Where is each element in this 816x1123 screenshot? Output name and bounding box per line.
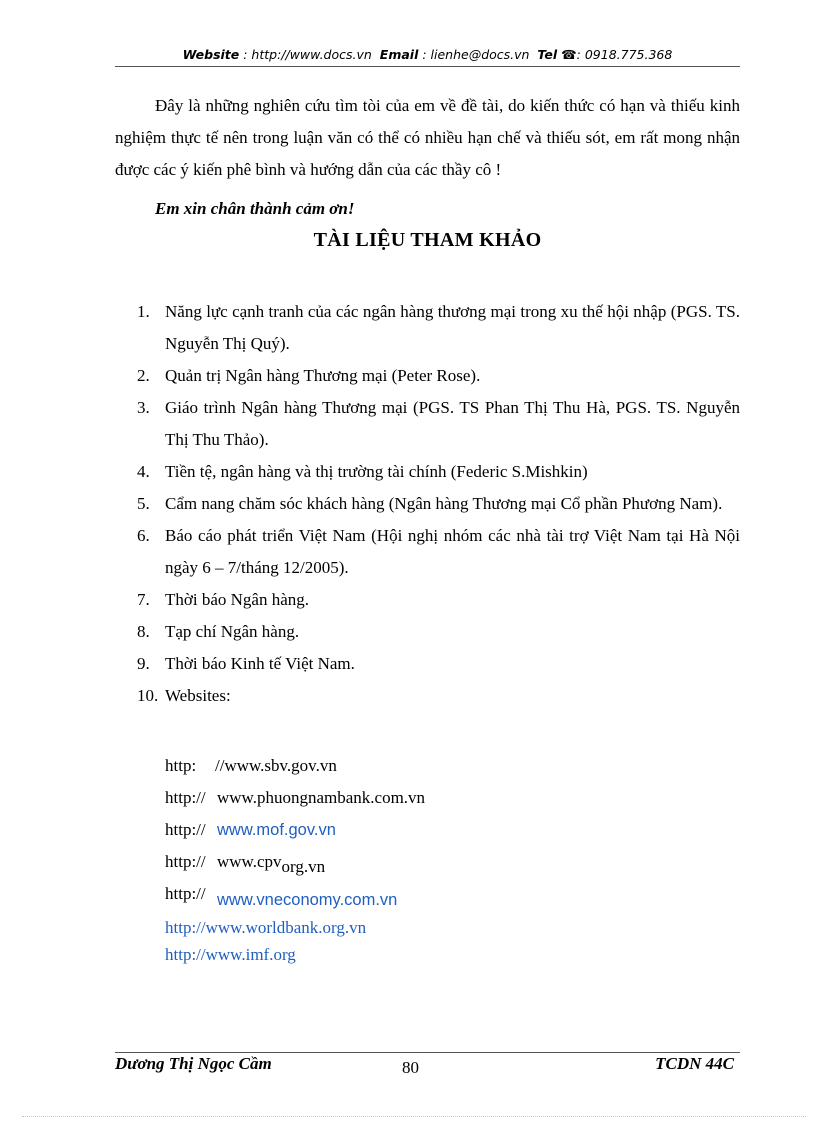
reference-item: 7. Thời báo Ngân hàng. <box>137 590 310 609</box>
references-list <box>115 296 740 712</box>
page-number: 80 <box>402 1058 419 1077</box>
references-title: TÀI LIỆU THAM KHẢO <box>313 229 542 251</box>
page-header <box>115 47 740 62</box>
reference-item: 8. Tạp chí Ngân hàng. <box>137 622 300 641</box>
reference-item: 5. Cẩm nang chăm sóc khách hàng (Ngân hàng Thương mại Cổ phần Phương Nam). <box>137 494 723 513</box>
website-item[interactable]: http:// www.phuongnambank.com.vn <box>165 788 426 807</box>
intro-paragraph: Đây là những nghiên cứu tìm tòi của em về đề tài, do kiến thức có hạn và thiếu kinh nghiệm thực tế nên trong luận văn có thể có nhiều hạn chế và thiếu sót, em rất mong nhận được các ý kiến phê bình và hướng dẫn của các thầy cô ! <box>115 96 740 179</box>
reference-item: 1. Năng lực cạnh tranh của các ngân hàng thương mại trong xu thế hội nhập (PGS. TS. Nguyễn Thị Quý). <box>137 302 740 353</box>
footer-class: TCDN 44C <box>655 1054 734 1073</box>
reference-item: 2. Quản trị Ngân hàng Thương mại (Peter Rose). <box>137 366 481 385</box>
website-item[interactable]: http: //www.sbv.gov.vn <box>165 756 337 775</box>
phone-icon: ☎ <box>561 47 577 62</box>
page-edge <box>22 1116 806 1117</box>
reference-item: 4. Tiền tệ, ngân hàng và thị trường tài chính (Federic S.Mishkin) <box>137 462 588 481</box>
website-item[interactable]: http:// www.vneconomy.com.vn <box>165 884 398 909</box>
tel-label: Tel <box>537 47 558 62</box>
header-divider <box>115 66 740 67</box>
imf-link[interactable]: http://www.imf.org <box>165 945 296 964</box>
website-item[interactable]: http:// www.cpv org.vn <box>165 852 326 876</box>
email-label: Email <box>379 47 419 62</box>
reference-item: 9. Thời báo Kinh tế Việt Nam. <box>137 654 355 673</box>
thanks-line: Em xin chân thành cảm ơn! <box>155 199 355 218</box>
tel-value: : 0918.775.368 <box>576 47 673 62</box>
website-label: Website <box>182 47 240 62</box>
worldbank-link[interactable]: http://www.worldbank.org.vn <box>165 918 367 937</box>
footer-author: Dương Thị Ngọc Cầm <box>115 1054 272 1073</box>
websites-list <box>165 750 725 968</box>
reference-item: 3. Giáo trình Ngân hàng Thương mại (PGS. TS Phan Thị Thu Hà, PGS. TS. Nguyễn Thị Thu Thảo). <box>137 398 740 449</box>
email-value[interactable]: : lienhe@docs.vn <box>422 47 530 62</box>
website-value[interactable]: : http://www.docs.vn <box>243 47 372 62</box>
footer-divider <box>115 1052 740 1053</box>
website-item[interactable]: http:// www.mof.gov.vn <box>165 820 336 839</box>
reference-item: 6. Báo cáo phát triển Việt Nam (Hội nghị nhóm các nhà tài trợ Việt Nam tại Hà Nội ngày 6 – 7/tháng 12/2005). <box>137 526 740 577</box>
reference-item: 10. Websites: <box>137 686 231 705</box>
